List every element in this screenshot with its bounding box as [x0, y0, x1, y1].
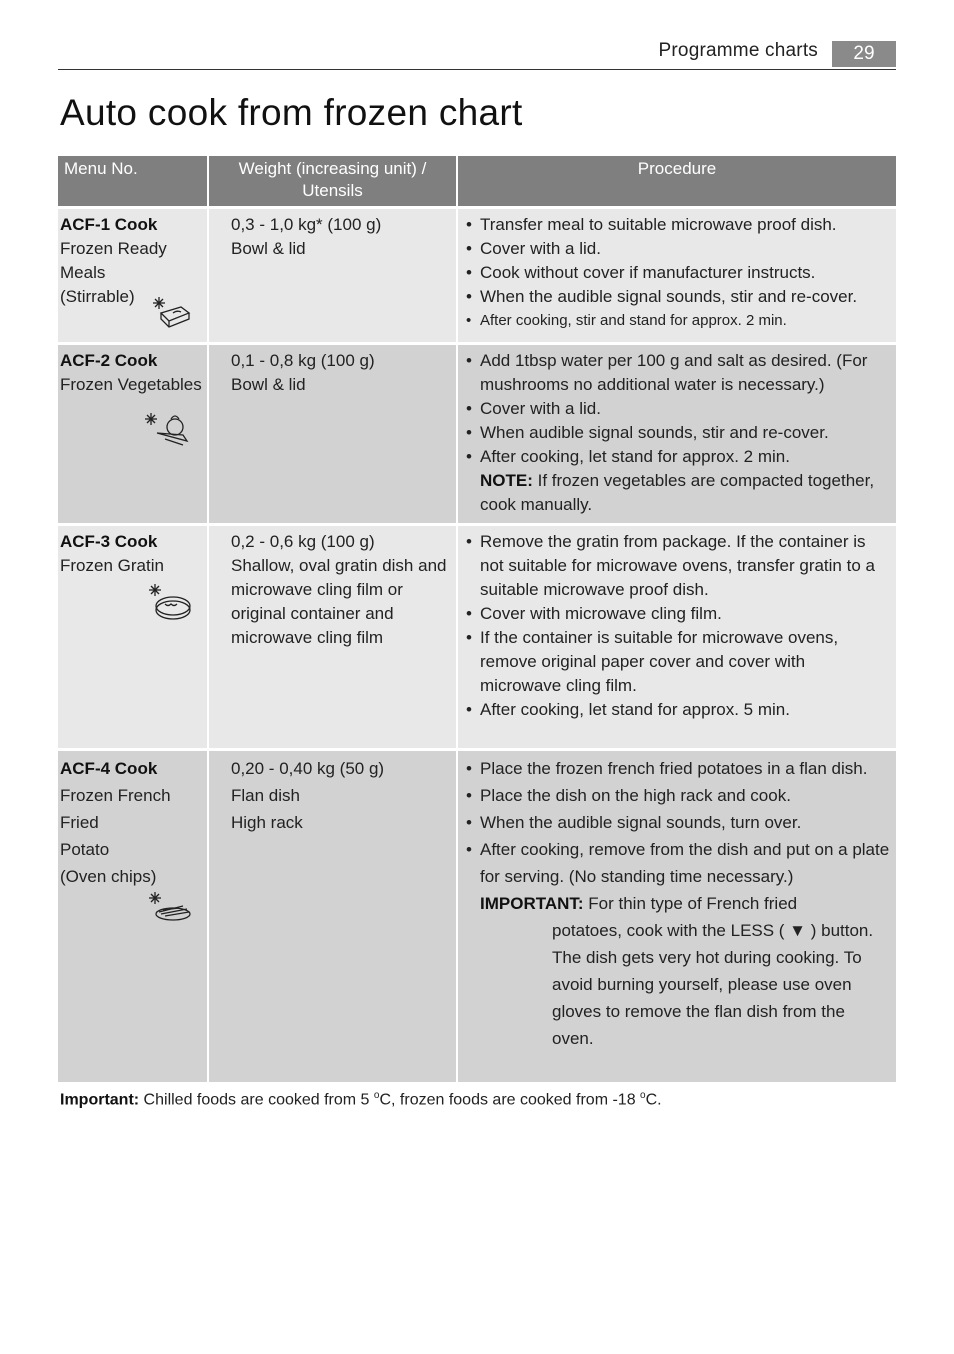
procedure-step: • Place the frozen french fried potatoes in a flan dish. — [466, 755, 890, 782]
weight-line: 0,3 - 1,0 kg* (100 g) — [231, 215, 382, 234]
footnote-text: C, frozen foods are cooked from -18 — [379, 1091, 641, 1109]
menu-name-line: Frozen Ready Meals — [60, 239, 167, 282]
procedure-step: • Transfer meal to suitable microwave proof dish. — [466, 213, 890, 237]
menu-name-line: Frozen French Fried — [60, 786, 171, 832]
weight-line: 0,20 - 0,40 kg (50 g) — [231, 759, 385, 778]
important-text: potatoes, cook with the LESS ( ▼ ) button. The dish gets very hot during cooking. To avoid burning yourself, please use oven gloves to remove the flan dish from the oven. — [552, 921, 874, 1048]
utensil-line: High rack — [231, 813, 303, 832]
menu-cell — [58, 525, 208, 750]
footnote-label: Important: — [60, 1091, 140, 1109]
column-header-menu: Menu No. — [58, 156, 208, 208]
degree-symbol: o — [373, 1090, 380, 1101]
footnote — [60, 1090, 662, 1109]
procedure-step: • Add 1tbsp water per 100 g and salt as desired. (For mushrooms no additional water is necessary.) — [466, 349, 890, 397]
note-label: NOTE: — [480, 471, 533, 490]
procedure-step: • Cover with a lid. — [466, 397, 890, 421]
procedure-step: • Place the dish on the high rack and cook. — [466, 782, 890, 809]
procedure-step: • After cooking, remove from the dish and put on a plate for serving. (No standing time necessary.) — [466, 836, 890, 890]
column-header-weight: Weight (increasing unit) / Utensils — [208, 156, 457, 208]
weight-cell — [208, 750, 457, 1084]
table-row — [58, 344, 896, 525]
footnote-text: Chilled foods are cooked from 5 — [139, 1091, 374, 1109]
menu-cell — [58, 344, 208, 525]
note-text: If frozen vegetables are compacted together, cook manually. — [480, 471, 875, 514]
utensil-line: Flan dish — [231, 786, 300, 805]
procedure-step: • When the audible signal sounds, stir and re-cover. — [466, 285, 890, 309]
procedure-step: • Cover with a lid. — [466, 237, 890, 261]
table-row — [58, 208, 896, 344]
frozen-ready-meal-icon — [151, 295, 193, 329]
table-header-row — [58, 156, 896, 208]
table-row — [58, 525, 896, 750]
procedure-note — [466, 469, 890, 517]
footnote-text: C. — [645, 1091, 662, 1109]
procedure-cell — [457, 525, 896, 750]
section-title: Programme charts — [658, 40, 818, 61]
important-text: For thin type of French fried — [583, 894, 798, 913]
procedure-step: • When the audible signal sounds, turn over. — [466, 809, 890, 836]
weight-line: 0,1 - 0,8 kg (100 g) — [231, 351, 375, 370]
important-label: IMPORTANT: — [480, 894, 584, 913]
column-header-procedure: Procedure — [457, 156, 896, 208]
frozen-vegetables-icon — [143, 411, 193, 447]
weight-cell — [208, 208, 457, 344]
utensil-line: Bowl & lid — [231, 239, 306, 258]
menu-code: ACF-1 Cook — [60, 215, 158, 234]
procedure-cell — [457, 208, 896, 344]
menu-code: ACF-4 Cook — [60, 759, 158, 778]
menu-name-line: Frozen Gratin — [60, 556, 164, 575]
procedure-step: • After cooking, stir and stand for approx. 2 min. — [466, 309, 890, 333]
page-number: 29 — [832, 41, 896, 67]
menu-code: ACF-2 Cook — [60, 351, 158, 370]
menu-name-line: Potato — [60, 840, 110, 859]
auto-cook-chart-table — [58, 156, 896, 1085]
weight-line: 0,2 - 0,6 kg (100 g) — [231, 532, 375, 551]
procedure-step: • After cooking, let stand for approx. 2 min. — [466, 445, 890, 469]
utensil-line: Bowl & lid — [231, 375, 306, 394]
weight-cell — [208, 344, 457, 525]
frozen-gratin-icon — [147, 582, 193, 622]
page-title: Auto cook from frozen chart — [60, 92, 523, 133]
procedure-cell — [457, 750, 896, 1084]
procedure-step: • Remove the gratin from package. If the container is not suitable for microwave ovens, transfer gratin to a suitable microwave proof dish. — [466, 530, 890, 602]
header-rule — [58, 69, 896, 70]
menu-cell — [58, 208, 208, 344]
frozen-french-fries-icon — [147, 890, 193, 924]
menu-cell — [58, 750, 208, 1084]
utensil-line: Shallow, oval gratin dish and microwave cling film or original container and microwave cling film — [231, 556, 447, 647]
degree-symbol: o — [640, 1090, 646, 1101]
menu-code: ACF-3 Cook — [60, 532, 158, 551]
procedure-step: • Cook without cover if manufacturer instructs. — [466, 261, 890, 285]
menu-name-line: (Stirrable) — [60, 287, 135, 306]
procedure-step: • If the container is suitable for microwave ovens, remove original paper cover and cover with microwave cling film. — [466, 626, 890, 698]
menu-name-line: Frozen Vegetables — [60, 375, 202, 394]
weight-cell — [208, 525, 457, 750]
menu-name-line: (Oven chips) — [60, 867, 157, 886]
table-row — [58, 750, 896, 1084]
procedure-cell — [457, 344, 896, 525]
important-note — [466, 890, 890, 1052]
procedure-step: • When audible signal sounds, stir and re-cover. — [466, 421, 890, 445]
procedure-step: • After cooking, let stand for approx. 5 min. — [466, 698, 890, 722]
procedure-step: • Cover with microwave cling film. — [466, 602, 890, 626]
